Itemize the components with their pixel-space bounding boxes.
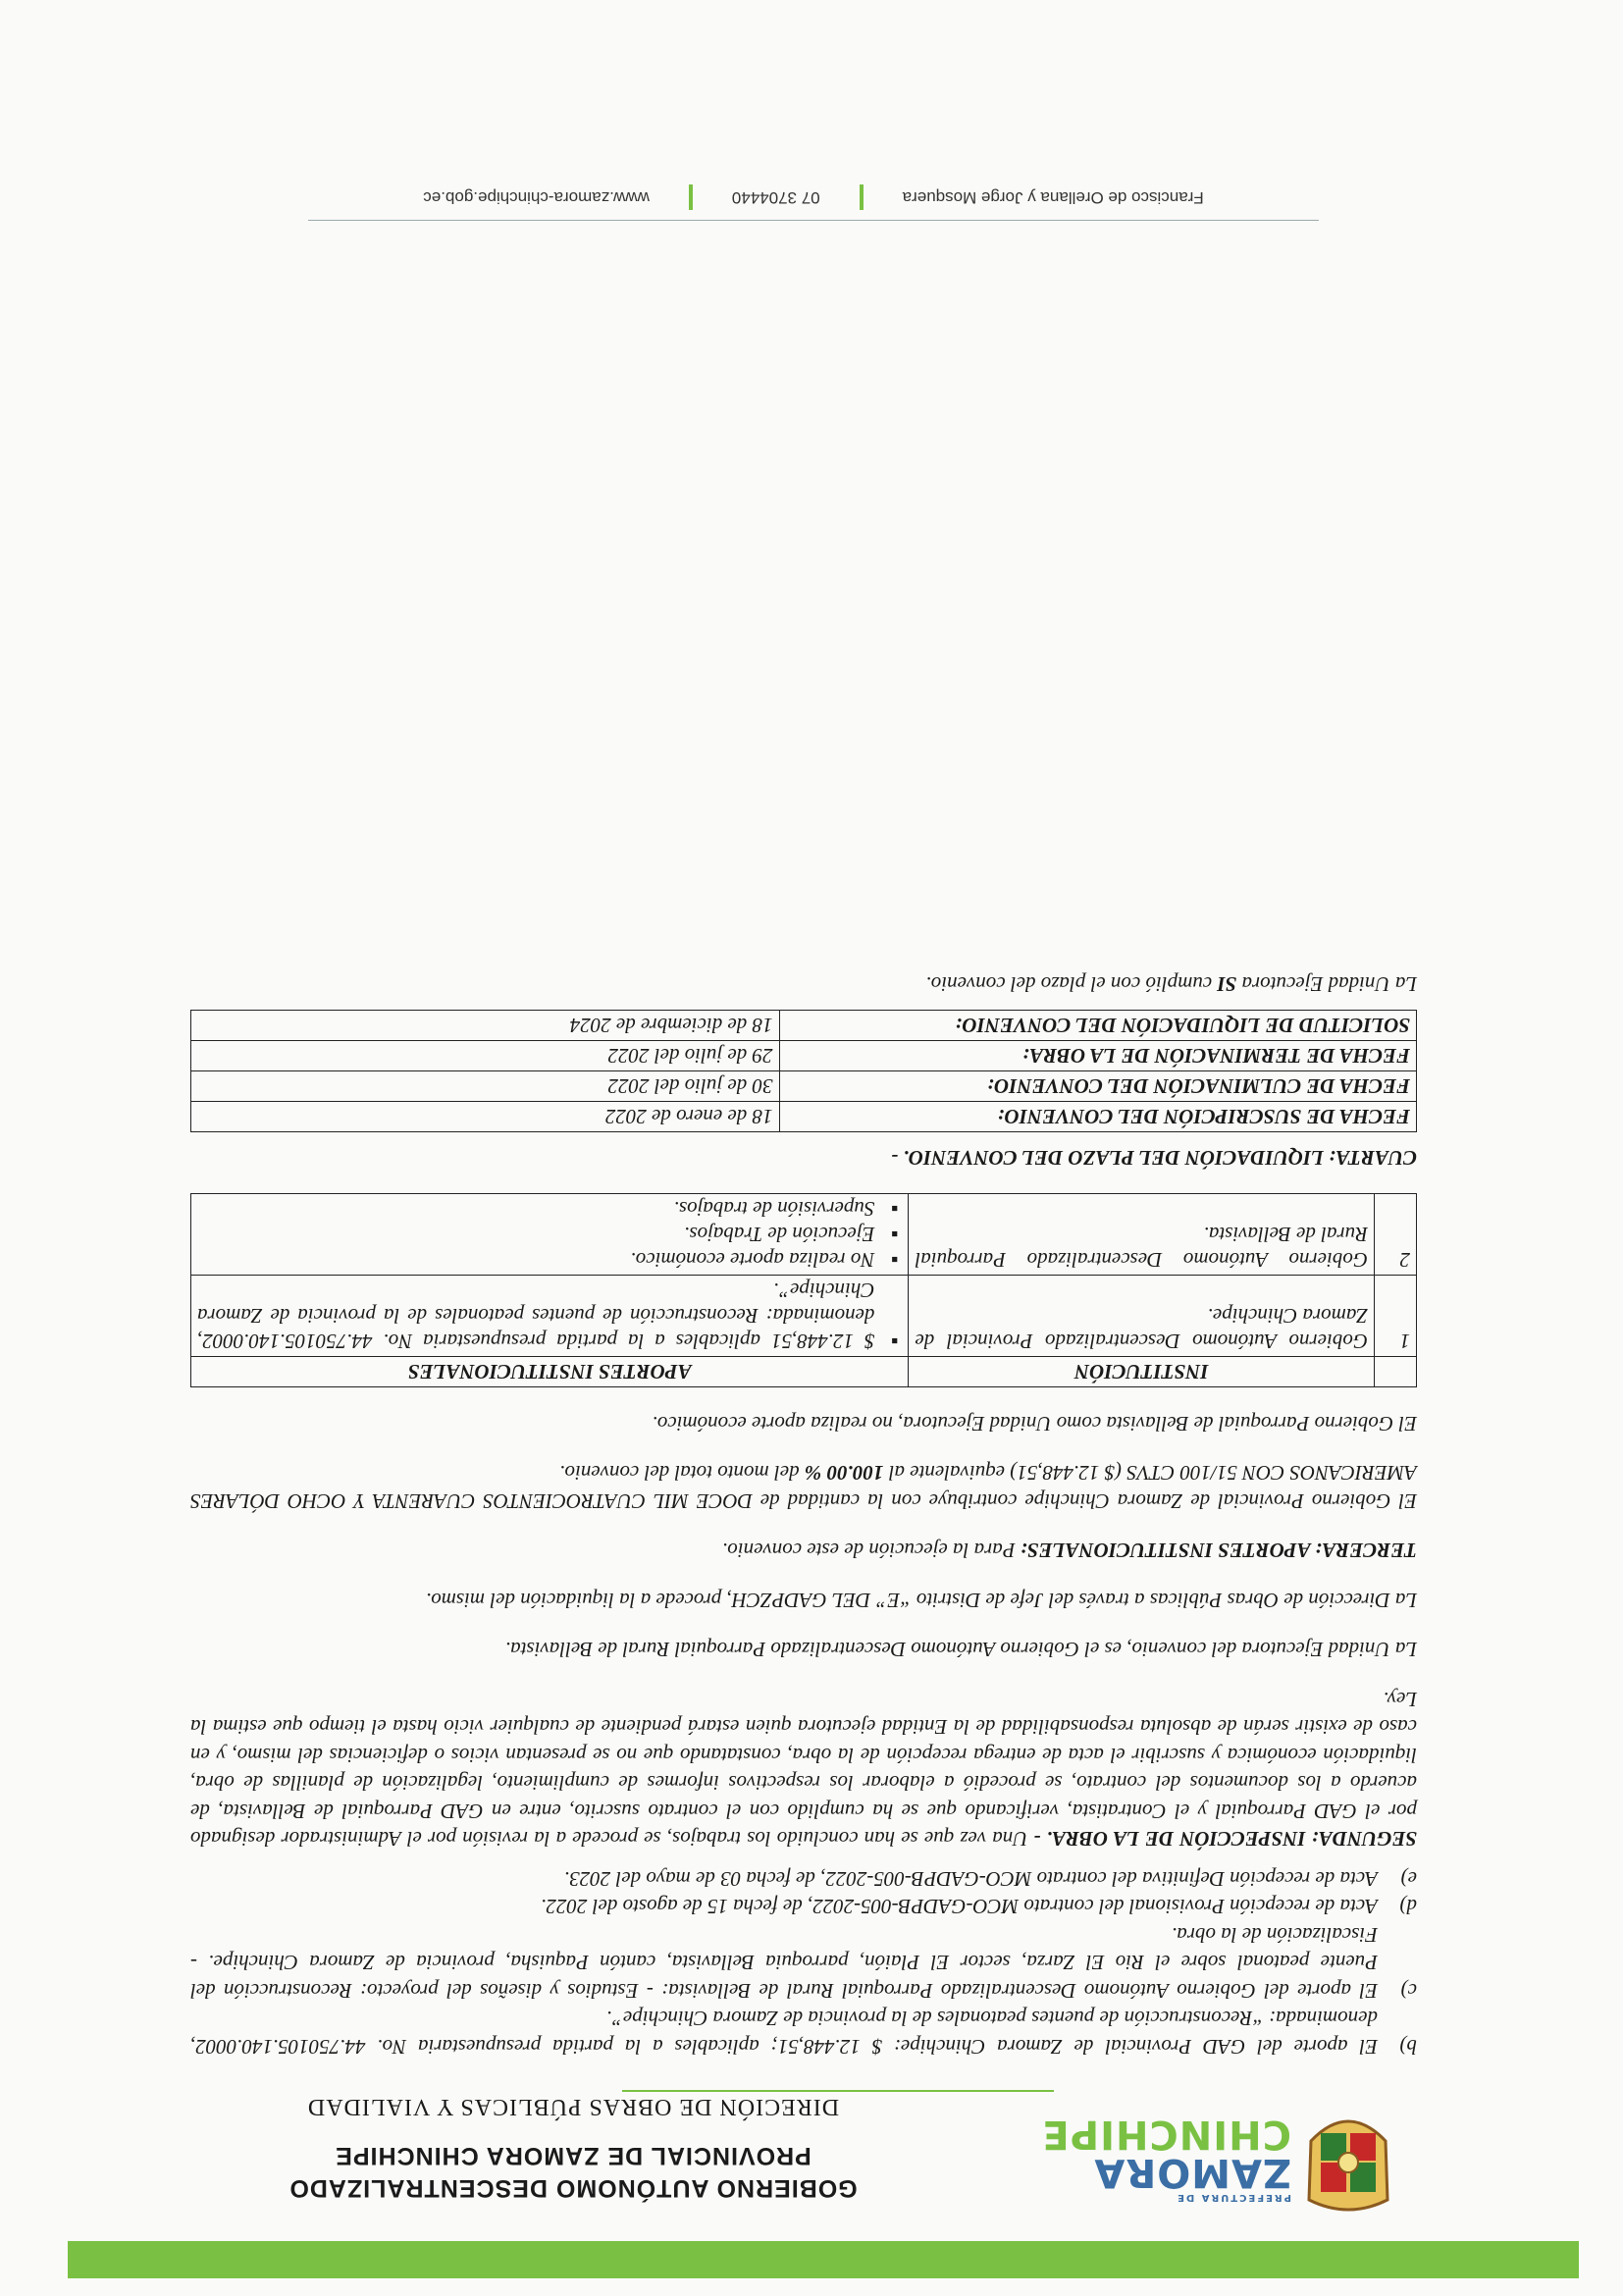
table-row	[191, 1071, 1417, 1102]
segunda-text: Una vez que se han concluido los trabajos, se procede a la revisión por el Administrador designado por el GAD Parroquial y el Contratista, verificando que se ha cumplido con el contrato suscrito, entre en GAD Parroquial de Bellavista, de acuerdo a los documentos del contrato, se procedió a elaborar los respectivos informes de cumplimiento, legalización de planillas de obra, liquidación económica y suscribir el acta de entrega recepción de la obra, constatando que no se presentan vicios o deficiencias del mismo, y en caso de existir serán de absoluta responsabilidad de la Entidad ejecutora quien estará pendiente de cualquier vicio hasta el tiempo que estima la Ley.	[190, 1688, 1417, 1852]
list-item	[190, 1865, 1417, 1894]
table-cell-num: 1	[1375, 1276, 1417, 1357]
closing-paragraph	[190, 970, 1417, 999]
top-green-bar	[68, 2241, 1579, 2278]
table-row	[191, 1102, 1417, 1132]
contribution-paragraph	[190, 1459, 1417, 1515]
closing-text-end: cumplió con el plazo del convenio.	[925, 972, 1218, 996]
footer-rule	[308, 220, 1319, 221]
list-item	[190, 1921, 1417, 2006]
item-text: El aporte del Gobierno Autónomo Descentralizado Parroquial Rural de Bellavista: - Estudios y diseños del proyecto: Reconstrucción del Puente peatonal sobre el Rio El Zarza, sector El Plaión, parroquia Bellavista, cantón Paquisha, provincia de Zamora Chinchipe. -Fiscalización de la obra.	[190, 1923, 1378, 2003]
date-value: 29 de julio del 2022	[191, 1041, 780, 1071]
table-row	[191, 1194, 1417, 1276]
footer-separator	[860, 184, 864, 210]
footer-phone: 07 3704440	[731, 188, 820, 207]
item-text: El aporte del GAD Provincial de Zamora Chinchipe: $ 12.448,51; aplicables a la partida presupuestaria No. 44.750105.140.0002, denominada: “Reconstrucción de puentes peatonales de la provincia de Zamora Chinchipe”.	[190, 2007, 1378, 2059]
department-name: DIRECIÓN DE OBRAS PÚBLICAS Y VIALIDAD	[306, 2094, 840, 2119]
tercera-paragraph	[190, 1537, 1417, 1565]
brand-name-zamora: ZAMORA	[1093, 2150, 1291, 2195]
item-label: d)	[1399, 1895, 1417, 1919]
footer-separator	[689, 184, 693, 210]
segunda-heading: SEGUNDA: INSPECCIÓN DE LA OBRA. -	[1033, 1827, 1417, 1852]
item-label: e)	[1400, 1867, 1417, 1891]
date-label: FECHA DE CULMINACIÓN DEL CONVENIO:	[779, 1071, 1416, 1102]
footer-address: Francisco de Orellana y Jorge Mosquera	[902, 188, 1204, 207]
aportes-table	[190, 1194, 1417, 1388]
date-label: SOLICITUD DE LIQUIDACIÓN DEL CONVENIO:	[779, 1011, 1416, 1041]
cuarta-heading: CUARTA: LIQUIDACIÓN DEL PLAZO DEL CONVENIO. -	[891, 1146, 1417, 1171]
org-line2: PROVINCIAL DE ZAMORA CHINCHIPE	[335, 2142, 812, 2169]
footer	[308, 184, 1319, 221]
date-value: 18 de enero de 2022	[191, 1102, 780, 1132]
dates-table	[190, 1010, 1417, 1132]
aporte-bullet: ▪ Ejecución de Trabajos.	[197, 1223, 902, 1248]
date-value: 18 de diciembre de 2024	[191, 1011, 780, 1041]
table-header-institution: INSTITUCIÓN	[909, 1357, 1375, 1387]
org-line1: GOBIERNO AUTÓNOMO DESCENTRALIZADO	[288, 2174, 858, 2202]
table-cell-institution: Gobierno Autónomo Descentralizado Parroquial Rural de Bellavista.	[909, 1194, 1375, 1276]
coat-of-arms-icon	[1299, 2100, 1397, 2219]
table-header-num	[1375, 1357, 1417, 1387]
list-item	[190, 1893, 1417, 1921]
table-header-aportes: APORTES INSTITUCIONALES	[191, 1357, 909, 1387]
aporte-bullet: ▪ No realiza aporte económico.	[197, 1248, 902, 1274]
list-item	[190, 2005, 1417, 2061]
segunda-paragraph	[190, 1686, 1417, 1853]
brand-prefix: PREFECTURA DE	[1176, 2192, 1291, 2203]
table-row	[191, 1041, 1417, 1071]
footer-website: www.zamora-chinchipe.gob.ec	[423, 188, 650, 207]
unidad-ejecutora-paragraph: La Unidad Ejecutora del convenio, es el Gobierno Autónomo Descentralizado Parroquial Rural de Bellavista.	[504, 1638, 1417, 1662]
header-divider	[622, 2090, 1054, 2092]
contribution-text: El Gobierno Provincial de Zamora Chinchipe contribuye con la cantidad de DOCE MIL CUATROCIENTOS CUARENTA Y OCHO DÓLARES AMERICANOS CON 51/100 CTVS ($ 12.448,51) equivalente al	[190, 1461, 1417, 1513]
table-cell-aportes	[191, 1276, 909, 1357]
brand-name-chinchipe: CHINCHIPE	[1041, 2112, 1291, 2157]
item-label: b)	[1399, 2035, 1417, 2059]
date-label: FECHA DE TERMINACIÓN DE LA OBRA:	[779, 1041, 1416, 1071]
aporte-bullet: ▪ $ 12.448,51 aplicables a la partida presupuestaria No. 44.750105.140.0002, denominada: Reconstrucción de puentes peatonales de la provincia de Zamora Chinchipe”.	[197, 1278, 902, 1355]
tercera-text: Para la ejecución de este convenio.	[722, 1539, 1021, 1563]
contribution-percent: 100.00 %	[804, 1461, 884, 1486]
aporte-bullet: ▪ Supervisión de trabajos.	[197, 1197, 902, 1223]
table-row	[191, 1011, 1417, 1041]
table-cell-aportes	[191, 1194, 909, 1276]
document-body	[190, 970, 1417, 2061]
tercera-heading: TERCERA: APORTES INSTITUCIONALES:	[1020, 1539, 1417, 1563]
organization-title	[92, 2093, 1054, 2202]
brand-logo	[1041, 2112, 1291, 2203]
item-label: c)	[1400, 1979, 1417, 2003]
table-header-row	[191, 1357, 1417, 1387]
table-row	[191, 1276, 1417, 1357]
closing-text: La Unidad Ejecutora	[1236, 972, 1417, 996]
parroquial-paragraph: El Gobierno Parroquial de Bellavista como Unidad Ejecutora, no realiza aporte económico.	[652, 1412, 1417, 1435]
item-text: Acta de recepción Definitiva del contrato MCO-GADPB-005-2022, de fecha 03 de mayo del 2023.	[563, 1867, 1378, 1891]
date-label: FECHA DE SUSCRIPCIÓN DEL CONVENIO:	[779, 1102, 1416, 1132]
direccion-paragraph: La Dirección de Obras Públicas a través del Jefe de Distrito “E” DEL GADPZCH, procede a la liquidación del mismo.	[425, 1589, 1417, 1612]
item-text: Acta de recepción Provisional del contrato MCO-GADPB-005-2022, de fecha 15 de agosto del 2022.	[541, 1895, 1378, 1919]
table-cell-num: 2	[1375, 1194, 1417, 1276]
table-cell-institution: Gobierno Autónomo Descentralizado Provincial de Zamora Chinchipe.	[909, 1276, 1375, 1357]
closing-si: SI	[1217, 972, 1237, 996]
date-value: 30 de julio del 2022	[191, 1071, 780, 1102]
contribution-text-end: del monto total del convenio.	[559, 1461, 805, 1486]
